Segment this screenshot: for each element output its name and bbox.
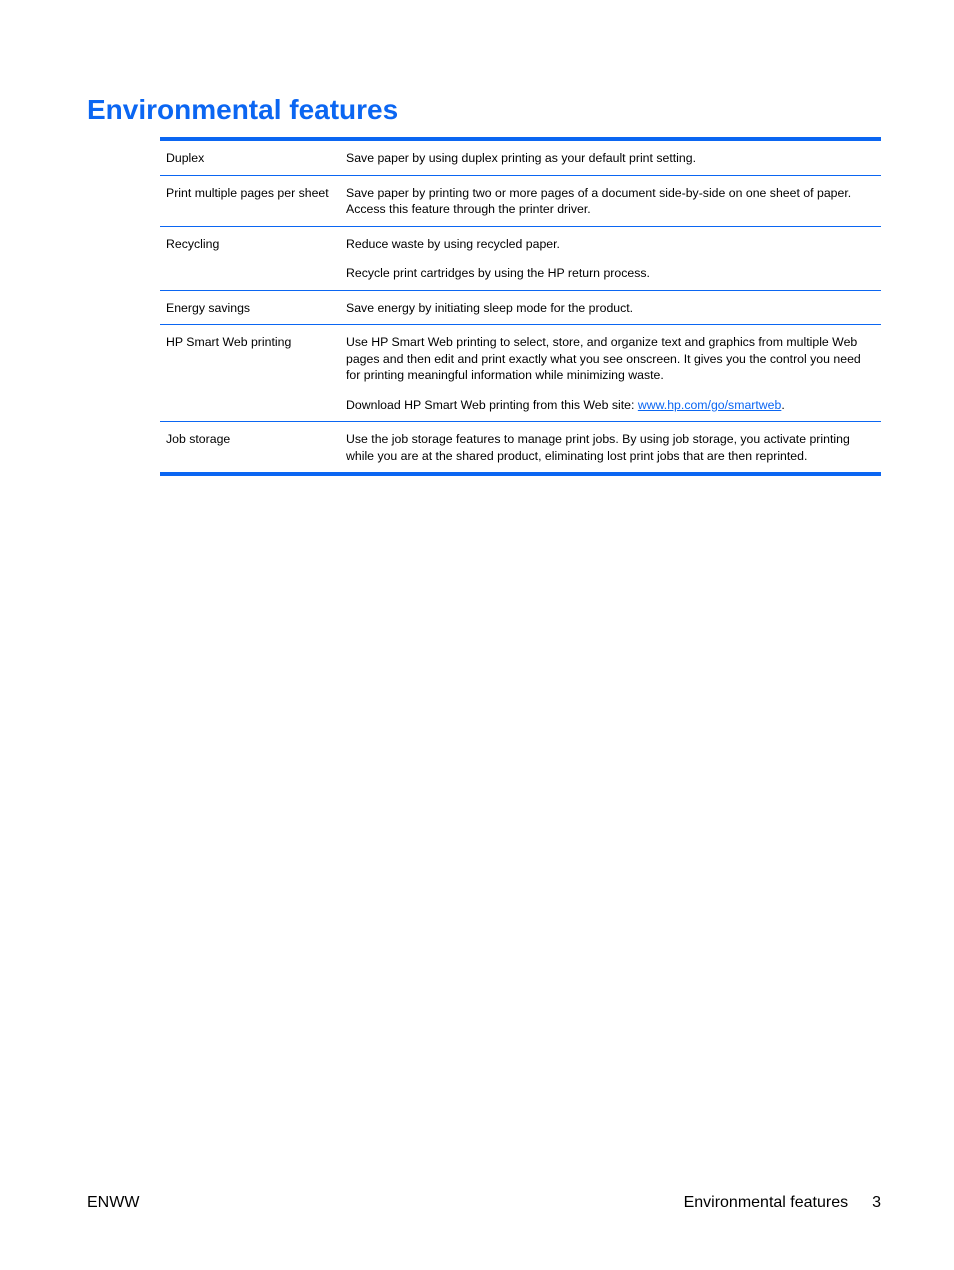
feature-name: Recycling bbox=[160, 226, 340, 290]
feature-description bbox=[340, 175, 881, 226]
feature-name: Print multiple pages per sheet bbox=[160, 175, 340, 226]
description-paragraph: Save paper by printing two or more pages of a document side-by-side on one sheet of paper. Access this feature through the printer driver. bbox=[346, 185, 852, 216]
feature-name: Duplex bbox=[166, 151, 205, 165]
page-title: Environmental features bbox=[87, 94, 399, 125]
footer-section bbox=[684, 1193, 881, 1213]
description-paragraph: Use HP Smart Web printing to select, store, and organize text and graphics from multiple Web pages and then edit and print exactly what you see onscreen. It gives you the control you need for printing meaningful information while minimizing waste. bbox=[346, 335, 861, 382]
footer-section-title: Environmental features bbox=[683, 1194, 849, 1211]
table-row bbox=[160, 422, 881, 475]
table-row bbox=[160, 325, 881, 422]
feature-description bbox=[340, 290, 881, 325]
download-text: Download HP Smart Web printing from this Web site: bbox=[346, 397, 638, 412]
environmental-features-table bbox=[160, 137, 881, 476]
table-row bbox=[160, 226, 881, 290]
description-paragraph: Recycle print cartridges by using the HP return process. bbox=[346, 266, 650, 280]
table-row bbox=[160, 139, 881, 175]
feature-description bbox=[340, 325, 881, 422]
description-paragraph: Save energy by initiating sleep mode for the product. bbox=[346, 300, 634, 315]
feature-description bbox=[340, 226, 881, 290]
smartweb-link[interactable]: www.hp.com/go/smartweb bbox=[637, 397, 782, 412]
feature-description bbox=[340, 422, 881, 475]
description-paragraph: Use the job storage features to manage print jobs. By using job storage, you activate printing while you are at the shared product, eliminating lost print jobs that are then reprinted. bbox=[346, 432, 850, 463]
table-row bbox=[160, 290, 881, 325]
download-suffix: . bbox=[781, 397, 785, 412]
feature-name: Energy savings bbox=[160, 290, 340, 325]
feature-name: HP Smart Web printing bbox=[160, 325, 340, 422]
footer-doc-code: ENWW bbox=[87, 1194, 140, 1211]
feature-name: Job storage bbox=[160, 422, 340, 475]
table-row bbox=[160, 175, 881, 226]
description-paragraph: Reduce waste by using recycled paper. bbox=[346, 236, 560, 251]
feature-description bbox=[340, 139, 881, 175]
page-number: 3 bbox=[872, 1194, 881, 1211]
download-paragraph bbox=[346, 397, 875, 414]
description-paragraph: Save paper by using duplex printing as your default print setting. bbox=[346, 151, 696, 165]
